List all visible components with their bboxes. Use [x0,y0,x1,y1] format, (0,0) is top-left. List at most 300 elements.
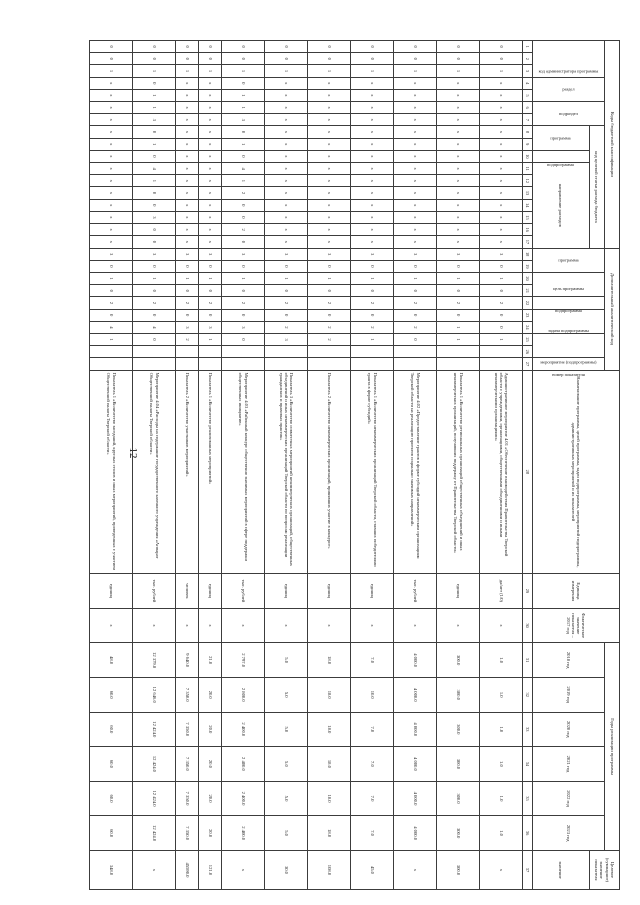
code-cell-empty [308,358,351,370]
year-value-cell: 300.0 [437,643,480,678]
code-cell: 0 [133,333,176,345]
code-cell: x [265,175,308,187]
code-cell: x [265,77,308,89]
column-number: 15 [523,211,532,223]
code-cell: 0 [90,285,133,297]
year-value-cell: 7 350.0 [176,677,199,712]
year-value-cell: 12 424.0 [133,816,176,851]
code-cell: x [199,211,222,223]
year-value-cell: 9 640.0 [176,643,199,678]
code-cell-empty [90,358,133,370]
code-cell: 0 [133,309,176,321]
code-cell: x [437,175,480,187]
code-cell: x [176,138,199,150]
name-cell: Показатель 2 «Количество участников мероприятий» [176,370,199,574]
column-number: 16 [523,224,532,236]
code-cell: x [265,150,308,162]
code-cell: x [265,138,308,150]
code-cell: x [199,163,222,175]
code-cell: x [351,199,394,211]
code-cell-empty [176,346,199,358]
code-cell: 1 [437,333,480,345]
rotated-table-frame [106,40,620,890]
code-cell: x [437,102,480,114]
code-cell: x [176,199,199,211]
code-cell: x [351,224,394,236]
code-cell-empty [222,346,265,358]
code-cell-empty [199,346,222,358]
unit-cell: единиц [199,574,222,609]
name-cell: Показатель 3 «Количество совместных мероприятий некоммерческих организаций, общественных объединений и иных некоммерческих организаций Тверской области по вопросам реализации гражданских и правовых практик» [265,370,308,574]
code-cell: 2 [437,297,480,309]
code-cell: x [437,77,480,89]
code-cell: x [176,236,199,248]
unit-cell: единиц [437,574,480,609]
fact-cell: x [437,608,480,643]
year-value-cell: 1.0 [480,677,523,712]
code-cell: 0 [394,309,437,321]
column-number: 18 [523,248,532,260]
code-cell: x [265,199,308,211]
code-cell: 1 [437,272,480,284]
year-value-cell: 12 424.0 [133,747,176,782]
code-cell: x [351,236,394,248]
code-cell: x [176,102,199,114]
code-cell: 0 [351,260,394,272]
code-cell: 1 [133,65,176,77]
code-cell: 3 [176,321,199,333]
code-cell: 0 [308,53,351,65]
header-direction: направление расходов [532,163,589,249]
code-cell: x [437,224,480,236]
code-cell: x [394,102,437,114]
code-cell: x [176,126,199,138]
code-cell: x [90,187,133,199]
code-cell: 2 [222,224,265,236]
code-cell: 0 [222,260,265,272]
year-value-cell: 1.0 [480,816,523,851]
code-cell-empty [199,358,222,370]
code-cell: 0 [90,309,133,321]
column-number: 7 [523,114,532,126]
code-cell: 0 [222,333,265,345]
header-value: значение [532,850,589,889]
fact-cell: x [133,608,176,643]
code-cell: x [480,114,523,126]
code-cell: 1 [351,65,394,77]
code-cell: 1 [437,65,480,77]
code-cell: 1 [90,272,133,284]
code-cell: 2 [222,297,265,309]
code-cell: x [480,163,523,175]
fact-cell: x [199,608,222,643]
code-cell: x [480,175,523,187]
code-cell: 3 [480,248,523,260]
code-cell: 1 [308,272,351,284]
code-cell-empty [394,346,437,358]
code-cell: x [199,150,222,162]
code-cell: 0 [265,41,308,53]
name-cell: Мероприятие 4.04 «Расходы на содержание государственного казенного учреждения «Аппарат Общественной палаты Тверской области» [133,370,176,574]
code-cell: 2 [176,297,199,309]
code-cell-empty [133,346,176,358]
table-row [265,41,308,890]
year-value-cell: 21.0 [199,643,222,678]
code-cell: 0 [394,333,437,345]
code-cell: 0 [394,41,437,53]
code-cell: 3 [222,321,265,333]
code-cell: 1 [90,65,133,77]
year-value-cell: 5.0 [265,677,308,712]
name-cell: Показатель 1 «Количество некоммерческих организаций Тверской области, ставших победителями гранта в форме субсидий» [351,370,394,574]
code-cell: 0 [351,41,394,53]
code-cell: x [90,77,133,89]
year-value-cell: 1.0 [480,712,523,747]
code-cell: x [308,77,351,89]
table-row [480,41,523,890]
code-cell: x [265,187,308,199]
code-cell-empty [265,346,308,358]
code-cell: x [308,89,351,101]
code-cell: 0 [133,187,176,199]
year-value-cell: 1.0 [480,747,523,782]
code-cell: 0 [133,260,176,272]
code-cell: 1 [480,272,523,284]
target-cell: x [394,850,437,889]
code-cell: x [199,224,222,236]
column-number: 10 [523,150,532,162]
code-cell: 0 [351,53,394,65]
code-cell: x [199,102,222,114]
code-cell: 0 [133,285,176,297]
code-cell: 1 [351,272,394,284]
year-value-cell: 60.0 [90,712,133,747]
code-cell: 0 [222,126,265,138]
code-cell: 2 [265,321,308,333]
code-cell: x [90,163,133,175]
unit-cell: тыс. рублей [133,574,176,609]
header-year-2021: 2021 год [532,747,604,782]
code-cell: 2 [394,297,437,309]
code-cell: 0 [437,309,480,321]
table-row [351,41,394,890]
year-value-cell: 20.0 [199,712,222,747]
code-cell: 0 [133,126,176,138]
code-cell: x [394,138,437,150]
column-number: 2 [523,53,532,65]
code-cell: 1 [394,272,437,284]
year-value-cell: 48.0 [90,643,133,678]
code-cell: x [351,138,394,150]
year-value-cell: 4 000.0 [394,747,437,782]
code-cell: x [437,236,480,248]
header-year-2023: 2023 год [532,816,604,851]
code-cell: 0 [199,285,222,297]
code-cell: x [437,150,480,162]
year-value-cell: 7 350.0 [176,781,199,816]
code-cell-empty [90,346,133,358]
code-cell: 0 [133,236,176,248]
code-cell: 0 [199,53,222,65]
code-cell: 0 [480,285,523,297]
code-cell: x [351,126,394,138]
code-cell: x [394,150,437,162]
header-year-2022: 2022 год [532,781,604,816]
code-cell: 0 [222,53,265,65]
code-cell: x [265,102,308,114]
code-cell: 0 [308,41,351,53]
code-cell: 3 [176,248,199,260]
code-cell: 1 [133,102,176,114]
unit-cell: единиц [351,574,394,609]
code-cell: 1 [308,65,351,77]
code-cell: x [437,199,480,211]
code-cell: 0 [133,53,176,65]
code-cell: 0 [133,77,176,89]
code-cell: 0 [176,41,199,53]
column-number: 37 [523,850,532,889]
code-cell: 0 [176,285,199,297]
code-cell: x [90,236,133,248]
code-cell: 0 [222,211,265,223]
year-value-cell: 18.0 [308,747,351,782]
column-number: 33 [523,712,532,747]
header-year-2020: 2020 год [532,712,604,747]
unit-cell: тыс. рублей [222,574,265,609]
code-cell: 0 [222,309,265,321]
year-value-cell: 7 350.0 [176,712,199,747]
code-cell-empty [480,358,523,370]
code-cell: x [176,224,199,236]
code-cell: 1 [133,89,176,101]
year-value-cell: 2 400.0 [222,712,265,747]
column-number: 20 [523,272,532,284]
code-cell: x [90,126,133,138]
code-cell: 0 [437,53,480,65]
code-cell: 0 [394,285,437,297]
fact-cell: x [90,608,133,643]
name-cell: Показатель 1 «Количество региональных организаций общественных объединений и иных некоммерческих организаций, получивших поддержку от Правительства Тверской области» [437,370,480,574]
code-cell: x [437,163,480,175]
code-cell: 0 [176,53,199,65]
code-cell: 0 [199,309,222,321]
column-number: 27 [523,358,532,370]
code-cell: x [480,150,523,162]
year-value-cell: 2 400.0 [222,747,265,782]
year-value-cell: 4 000.0 [394,816,437,851]
table-row [176,41,199,890]
name-cell: Мероприятие 4.03 «Районный конкурс общественно значимых мероприятий в сфере поддержки общественных инициатив» [222,370,265,574]
code-cell-empty [176,358,199,370]
code-cell: x [480,102,523,114]
code-cell: 1 [265,272,308,284]
code-cell: x [394,187,437,199]
code-cell: x [265,211,308,223]
column-number: 32 [523,677,532,712]
year-value-cell: 5.0 [265,781,308,816]
code-cell: x [308,102,351,114]
unit-cell: человек [176,574,199,609]
year-value-cell: 20.0 [199,677,222,712]
code-cell: x [437,211,480,223]
code-cell: 1 [394,65,437,77]
code-cell: 0 [222,41,265,53]
code-cell: 0 [351,285,394,297]
table-row [222,41,265,890]
table-row [308,41,351,890]
code-cell: x [394,199,437,211]
header-year-2018: 2018 год [532,643,604,678]
code-cell: 1 [176,65,199,77]
name-cell: Показатель 2 «Количество некоммерческих организаций, принявших участие в конкурсе» [308,370,351,574]
code-cell: x [176,175,199,187]
code-cell: 0 [437,260,480,272]
header-program-task: задача подпрограммы [532,309,604,333]
code-cell: 3 [437,248,480,260]
column-number: 28 [523,370,532,574]
header-indicator-num: номер показателя [532,358,604,370]
code-cell: x [308,126,351,138]
header-additional-code: Дополнительный аналитический код [604,248,619,370]
code-cell: 0 [308,285,351,297]
code-cell: 0 [394,260,437,272]
code-cell: x [199,199,222,211]
code-cell: 2 [308,333,351,345]
code-cell: x [437,187,480,199]
code-cell: 0 [222,199,265,211]
code-cell: x [199,138,222,150]
column-number: 13 [523,187,532,199]
code-cell: 4 [90,321,133,333]
code-cell: 0 [222,236,265,248]
code-cell: x [394,224,437,236]
code-cell: x [199,77,222,89]
code-cell-empty [437,358,480,370]
year-value-cell: 12 646.0 [133,677,176,712]
header-target: Целевое (суммарное) значение показателя [589,850,619,889]
year-value-cell: 2 800.0 [222,677,265,712]
year-value-cell: 18.0 [308,643,351,678]
column-number: 1 [523,41,532,53]
code-cell: 1 [176,272,199,284]
code-cell: x [308,114,351,126]
year-value-cell: 7.0 [351,712,394,747]
code-cell-empty [394,358,437,370]
header-subsection: подраздел [532,102,604,126]
code-cell: 0 [222,77,265,89]
code-cell: 1 [222,272,265,284]
column-number: 6 [523,102,532,114]
header-years: Годы реализации программы [604,643,619,851]
code-cell: x [308,187,351,199]
code-cell: 2 [351,321,394,333]
code-cell: 2 [133,297,176,309]
year-value-cell: 18.0 [308,816,351,851]
fact-cell: x [176,608,199,643]
year-value-cell: 2 400.0 [222,781,265,816]
code-cell: x [199,236,222,248]
name-cell: Показатель 1 «Количество реализованных мероприятий» [199,370,222,574]
header-name-column: Наименование программы, целей программы, задач подпрограммы, мероприятий подпрограммы, административных мероприятий и их показателей [532,370,619,574]
code-cell: x [394,114,437,126]
year-value-cell: 20.0 [199,747,222,782]
code-cell: x [90,199,133,211]
header-activity: мероприятие (подпрограммы) [532,333,604,357]
code-cell: x [437,89,480,101]
code-cell: x [265,236,308,248]
fact-cell: x [480,608,523,643]
code-cell: 3 [222,114,265,126]
code-cell: 3 [133,211,176,223]
column-number: 23 [523,309,532,321]
code-cell: x [480,138,523,150]
code-cell: 1 [480,65,523,77]
table-row [133,41,176,890]
column-number: 36 [523,816,532,851]
code-cell: 4 [222,163,265,175]
year-value-cell: 4 000.0 [394,643,437,678]
code-cell: x [480,199,523,211]
year-value-cell: 300.0 [437,677,480,712]
year-value-cell: 4 000.0 [394,677,437,712]
fact-cell: x [265,608,308,643]
year-value-cell: 4 000.0 [394,781,437,816]
target-cell: 30.0 [265,850,308,889]
table-row [199,41,222,890]
code-cell: x [176,211,199,223]
code-cell: x [90,114,133,126]
year-value-cell: 7.0 [351,781,394,816]
code-cell-empty [351,346,394,358]
code-cell: 1 [222,175,265,187]
code-cell-empty [265,358,308,370]
year-value-cell: 7.0 [351,816,394,851]
page-number: 12 [127,447,139,459]
year-value-cell: 2 400.0 [222,816,265,851]
name-cell: Мероприятие 4.02 «Предоставление грантов в форме субсидий некоммерческим организациям Тверской области на реализацию проектов социально значимых направлений» [394,370,437,574]
year-value-cell: 60.0 [90,677,133,712]
code-cell: x [90,224,133,236]
code-cell: x [394,175,437,187]
name-cell: Административное мероприятие 4.01 «Обеспечение взаимодействия Правительства Тверской области с учреждениями, организациями, общественными объединениями и иными некоммерческими организациями» [480,370,523,574]
code-cell: x [437,126,480,138]
code-cell: 0 [90,41,133,53]
year-value-cell: 60.0 [90,747,133,782]
target-cell: 348.0 [90,850,133,889]
year-value-cell: 300.0 [437,747,480,782]
target-cell: x [133,850,176,889]
year-value-cell: 2 797.0 [222,643,265,678]
code-cell: 1 [265,65,308,77]
code-cell: 0 [199,260,222,272]
code-cell: 0 [480,41,523,53]
code-cell: x [480,77,523,89]
year-value-cell: 20.0 [199,781,222,816]
code-cell: 1 [90,333,133,345]
year-value-cell: 12 424.0 [133,712,176,747]
code-cell: x [90,175,133,187]
column-number: 8 [523,126,532,138]
column-number: 11 [523,163,532,175]
code-cell: x [480,211,523,223]
column-number: 19 [523,260,532,272]
year-value-cell: 7 350.0 [176,747,199,782]
code-cell: 0 [265,285,308,297]
year-value-cell: 300.0 [437,816,480,851]
code-cell: 4 [133,163,176,175]
code-cell: 3 [308,248,351,260]
code-cell: 0 [480,53,523,65]
